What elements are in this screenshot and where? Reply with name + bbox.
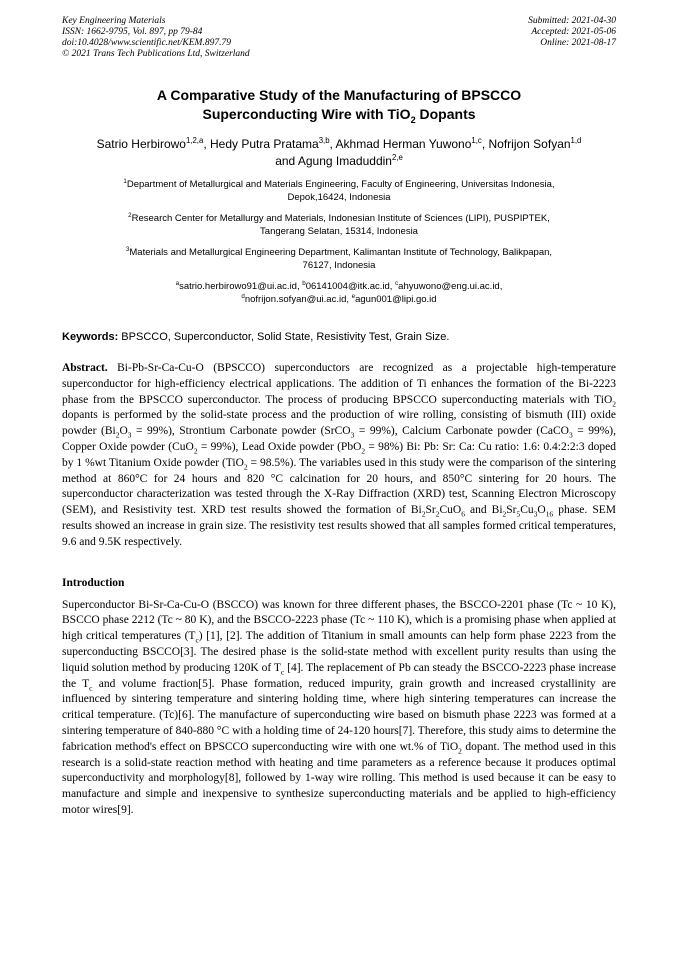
introduction-paragraph: Superconductor Bi-Sr-Ca-Cu-O (BSCCO) was known for three different phases, the BSCCO-2201 phase (Tc ~ 10 K), BSCCO phase 2212 (Tc ~ 80 K), and the BSCCO-2223 phase (Tc ~ 110 K), which is a promising phase when applied at high critical temperatures $(T_c)$ [1], [2]. The addition of Titanium in small amounts can help form phase 2223 from the superconducting BSCCO[3]. The desired phase is the solid-state method with excellent purity results than using the liquid solution method by producing 120K of $T_c$ [4]. The replacement of Pb can steady the BSCCO-2223 phase increase the $T_c$ and volume fraction[5]. Phase formation, reduced impurity, grain growth and increased crystallinity are influenced by sintering temperature and sintering holding time, where high sintering temperatures can increase the critical temperature. (Tc)[6]. The manufacture of superconducting wire based on bismuth phase 2223 was formed at a sintering temperature of 840-880 °C with a holding time of 24-120 hours[7]. Therefore, this study aims to determine the fabrication method's effect on BPSCCO superconducting wire with one wt.% of TiO$_2$ dopant. The method used in this research is a solid-state reaction method with heating and time parameters as a reference because it produces optimal superconductivity and morphology[8], followed by 1-way wire rolling. This method is used because it can be easy to manufacture and simple and inexpensive to synthesize superconducting materials and be applied to high-efficiency motor wires[9]. bbox=[62, 598, 617, 816]
author-list: Satrio Herbirowo$^{1,2,a}$, Hedy Putra Pratama$^{3,b}$, Akhmad Herman Yuwono$^{1,c}$, Nofrijon Sofyan$^{1,d}$ and Agung Imaduddin$^{2,e}$ bbox=[96, 136, 582, 168]
affiliation-2: $^2$Research Center for Metallurgy and Materials, Indonesian Institute of Sciences (LIPI), PUSPIPTEK, Tangerang Selatan, 15314, Indonesia bbox=[128, 211, 550, 237]
paper-title: A Comparative Study of the Manufacturing of BPSCCO Superconducting Wire with TiO$_2$ Dopants bbox=[156, 87, 522, 125]
author-emails: $^a$satrio.herbirowo91@ui.ac.id, $^b$06141004@itk.ac.id, $^c$ahyuwono@eng.ui.ac.id, $^d$nofrijon.sofyan@ui.ac.id, $^e$agun001@lipi.go.id bbox=[175, 279, 503, 305]
journal-header bbox=[62, 16, 616, 60]
accepted-date: Accepted: 2021-05-06 bbox=[531, 27, 616, 37]
keywords-line bbox=[62, 330, 616, 344]
journal-doi: doi:10.4028/www.scientific.net/KEM.897.79 bbox=[62, 38, 231, 48]
abstract-paragraph: Abstract. Bi-Pb-Sr-Ca-Cu-O (BPSCCO) superconductors are recognized as a projectable high-temperature superconductor for high-efficiency electrical applications. The addition of Ti enhances the formation of the Bi-2223 phase from the BPSCCO superconductor. The process of producing BPSCCO superconducting materials with TiO$_2$ dopants is performed by the solid-state process and the production of wire rolling, consisting of bismuth (III) oxide powder $(Bi_2O_3 = 99\%)$, Strontium Carbonate powder (SrCO$_3$ = 99%), Calcium Carbonate powder (CaCO$_3$ = 99%), Copper Oxide powder (CuO$_2$ = 99%), Lead Oxide powder (PbO$_2$ = 98%) Bi: Pb: Sr: Ca: Cu ratio: 1.6: 0.4:2:2:3 doped by 1 %wt Titanium Oxide powder (TiO$_2$ = 98.5%). The variables used in this study were the comparison of the sintering method at 860°C for 24 hours and 820 °C calcination for 20 hours, and 850°C sintering for 20 hours. The superconductor characterization was tested through the X-Ray Diffraction (XRD) test, Scanning Electron Microscopy (SEM), and Resistivity test. XRD test results showed the formation of $Bi_2Sr_2CuO_6$ and $Bi_2Sr_5Cu_3O_{16}$ phase. SEM results showed an increase in grain size. The resistivity test results showed that all samples formed critical temperatures, 9.6 and 9.5K respectively. bbox=[62, 362, 616, 548]
journal-issn-volume: ISSN: 1662-9795, Vol. 897, pp 79-84 bbox=[62, 27, 203, 37]
journal-title: Key Engineering Materials bbox=[62, 16, 166, 26]
journal-copyright: © 2021 Trans Tech Publications Ltd, Switzerland bbox=[62, 49, 250, 59]
affiliation-1: $^1$Department of Metallurgical and Materials Engineering, Faculty of Engineering, Universitas Indonesia, Depok,16424, Indonesia bbox=[123, 177, 555, 203]
submitted-date: Submitted: 2021-04-30 bbox=[528, 16, 616, 26]
affiliation-3: $^3$Materials and Metallurgical Engineering Department, Kalimantan Institute of Technology, Balikpapan, 76127, Indonesia bbox=[125, 245, 553, 271]
journal-info bbox=[62, 16, 250, 60]
online-date: Online: 2021-08-17 bbox=[540, 38, 616, 48]
keywords-text: BPSCCO, Superconductor, Solid State, Resistivity Test, Grain Size. bbox=[118, 331, 450, 343]
keywords-label: Keywords: bbox=[62, 331, 119, 343]
section-heading-introduction: Introduction bbox=[62, 576, 125, 589]
submission-dates bbox=[528, 16, 616, 60]
